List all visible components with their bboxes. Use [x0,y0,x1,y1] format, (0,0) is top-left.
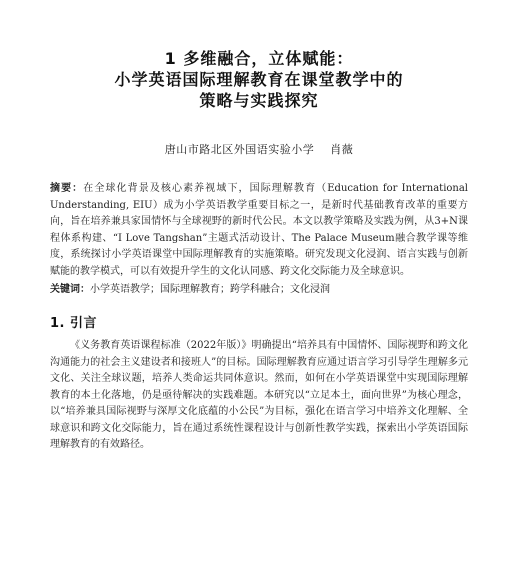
author-affiliation: 唐山市路北区外国语实验小学 [164,143,315,156]
title-line-3: 策略与实践探究 [199,91,319,110]
section-body [50,338,468,454]
title-line-2: 小学英语国际理解教育在课堂教学中的 [114,70,404,89]
keywords-text: 小学英语教学；国际理解教育；跨学科融合；文化浸润 [90,284,330,295]
title-line-1: 1 多维融合，立体赋能： [164,49,354,68]
section-heading: 1. 引言 [50,316,98,331]
author-line [50,141,468,157]
paper-title [50,48,468,111]
abstract-label: 摘要： [50,183,84,194]
keywords-label: 关键词： [50,284,90,295]
abstract [50,181,468,280]
keywords [50,282,468,298]
abstract-text: 在全球化背景及核心素养视域下，国际理解教育（Education for International Understanding, EIU）成为小学英语教学重要目标之一，是新时代基础教育改革的重要方向，旨在培养兼具家国情怀与全球视野的新时代公民。本文以教学策略及实践为例，从3+N课程体系构建、“I Love Tangshan”主题式活动设计、The Palace Museum融合教学课等维度，系统探讨小学英语课堂中国际理解教育的实施策略。研究发现文化浸润、语言实践与创新赋能的教学模式，可以有效提升学生的文化认同感、跨文化交际能力及全球意识。 [50,183,469,277]
paper-page [0,48,520,568]
author-name: 肖薇 [330,143,354,156]
section-paragraph: 《义务教育英语课程标准（2022年版）》明确提出“培养具有中国情怀、国际视野和跨文化沟通能力的社会主义建设者和接班人”的目标。国际理解教育应通过语言学习引导学生理解多元文化、关注全球议题，培养人类命运共同体意识。然而，如何在小学英语课堂中实现国际理解教育的本土化落地，仍是亟待解决的实践难题。本研究以“立足本土，面向世界”为核心理念，以“培养兼具国际视野与深厚文化底蕴的小公民”为目标，强化在语言学习中培养文化理解、全球意识和跨文化交际能力，旨在通过系统性课程设计与创新性教学实践，探索出小学英语国际理解教育的有效路径。 [50,340,468,450]
